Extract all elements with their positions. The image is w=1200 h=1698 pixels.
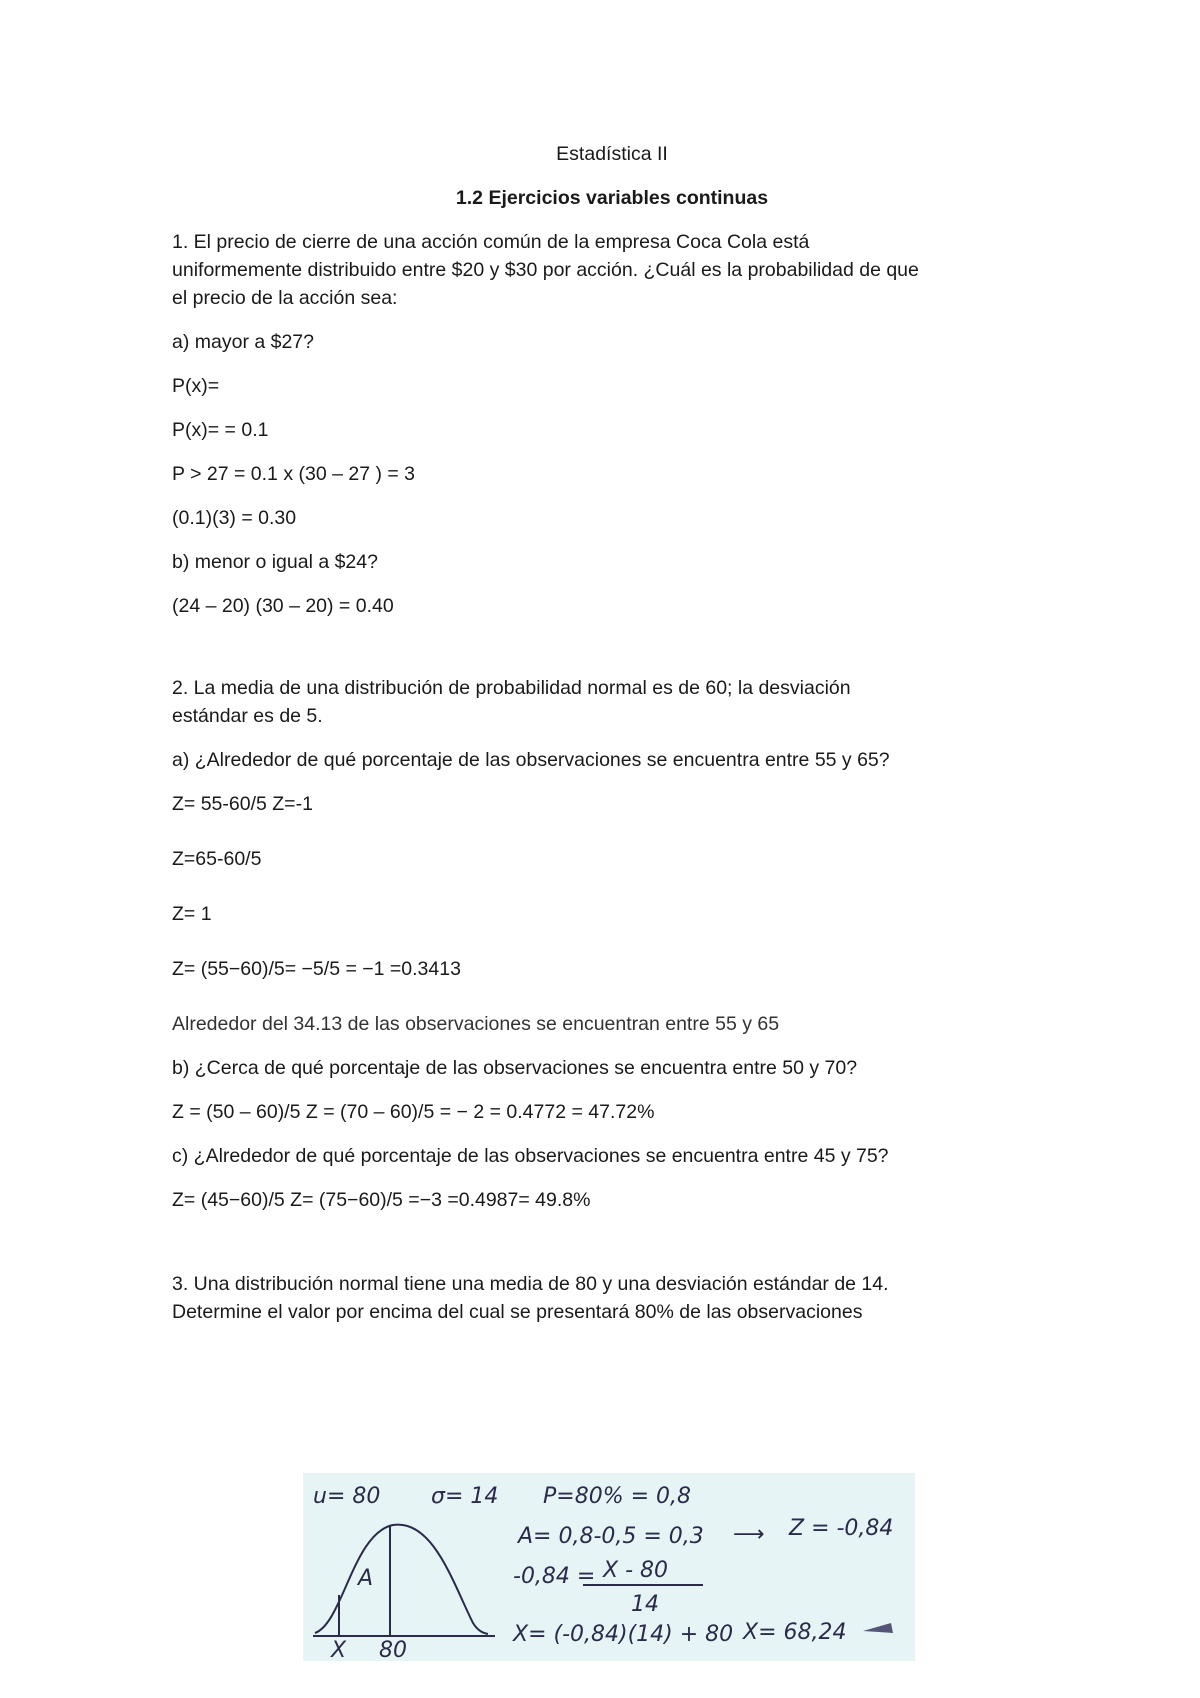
handwritten-notes [303, 1473, 915, 1661]
pencil-mark [863, 1623, 893, 1633]
q2a-note: Alrededor del 34.13 de las observaciones se encuentran entre 55 y 65 [172, 1013, 780, 1035]
section-title: 1.2 Ejercicios variables continuas [455, 187, 769, 209]
q2a-step: Z=65-60/5 [172, 848, 262, 870]
q2-line1: 2. La media de una distribución de probabilidad normal es de 60; la desviación [172, 677, 851, 699]
document-body [172, 140, 1052, 1326]
q1a-step: (0.1)(3) = 0.30 [172, 507, 297, 529]
q2c-question: c) ¿Alrededor de qué porcentaje de las observaciones se encuentra entre 45 y 75? [172, 1145, 889, 1167]
q1b-question: b) menor o igual a $24? [172, 551, 378, 573]
page-title: Estadística II [556, 143, 668, 165]
q1-line2: uniformemente distribuido entre $20 y $30 por acción. ¿Cuál es la probabilidad de que [172, 259, 919, 281]
x-calc: X= (-0,84)(14) + 80 [513, 1622, 734, 1647]
q2a-question: a) ¿Alrededor de qué porcentaje de las observaciones se encuentra entre 55 y 65? [172, 749, 890, 771]
q3-line1: 3. Una distribución normal tiene una media de 80 y una desviación estándar de 14. [172, 1273, 889, 1295]
q2b-question: b) ¿Cerca de qué porcentaje de las observaciones se encuentra entre 50 y 70? [172, 1057, 858, 1079]
area-calc: A= 0,8-0,5 = 0,3 [518, 1524, 704, 1549]
q3-line2: Determine el valor por encima del cual se presentará 80% de las observaciones [172, 1301, 863, 1323]
q1a-step: P(x)= [172, 375, 220, 397]
arrow-icon: ⟶ [733, 1522, 765, 1547]
q1b-step: (24 – 20) (30 – 20) = 0.40 [172, 595, 394, 617]
q2a-step: Z= (55−60)/5= −5/5 = −1 =0.3413 [172, 958, 461, 980]
q1a-question: a) mayor a $27? [172, 331, 314, 353]
handwritten-solution-image [303, 1473, 915, 1661]
area-label: A [358, 1566, 374, 1591]
q2-line2: estándar es de 5. [172, 705, 323, 727]
fraction-denominator: 14 [631, 1592, 659, 1617]
p-value: P=80% = 0,8 [543, 1484, 692, 1509]
q1a-step: P(x)= = 0.1 [172, 419, 269, 441]
x-result: X= 68,24 [743, 1620, 847, 1645]
q1a-step: P > 27 = 0.1 x (30 – 27 ) = 3 [172, 463, 416, 485]
axis-80-label: 80 [379, 1638, 407, 1661]
q2a-step: Z= 1 [172, 903, 212, 925]
q1-line1: 1. El precio de cierre de una acción común de la empresa Coca Cola está [172, 231, 810, 253]
q2c-step: Z= (45−60)/5 Z= (75−60)/5 =−3 =0.4987= 49.8% [172, 1189, 591, 1211]
mu-value: u= 80 [313, 1484, 381, 1509]
z-value: Z = -0,84 [789, 1516, 894, 1541]
bell-curve [315, 1525, 488, 1634]
q2a-step: Z= 55-60/5 Z=-1 [172, 793, 313, 815]
q1-line3: el precio de la acción sea: [172, 287, 398, 309]
sigma-value: σ= 14 [431, 1484, 499, 1509]
fraction-numerator: X - 80 [603, 1558, 668, 1583]
q2b-step: Z = (50 – 60)/5 Z = (70 – 60)/5 = − 2 = 0.4772 = 47.72% [172, 1101, 655, 1123]
equation-left: -0,84 = [513, 1564, 596, 1589]
axis-x-label: X [331, 1638, 347, 1661]
